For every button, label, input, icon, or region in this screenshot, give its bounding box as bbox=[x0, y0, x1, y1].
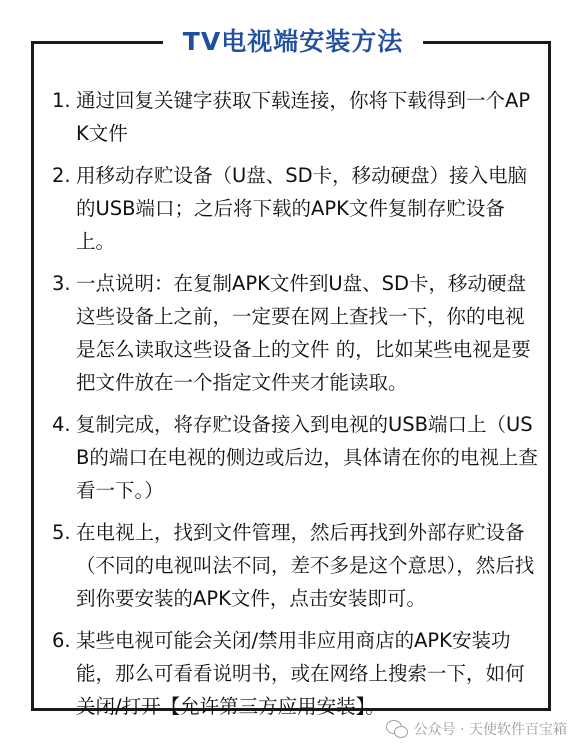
step-number: 4. bbox=[52, 413, 71, 436]
step-text: 一点说明：在复制APK文件到U盘、SD卡，移动硬盘这些设备上之前，一定要在网上查找一下，你的电视是怎么读取这些设备上的文件 的，比如某些电视是要把文件放在一个指定文件夹才能读取。 bbox=[76, 272, 531, 394]
page-title: TV电视端安装方法 bbox=[163, 22, 423, 62]
step-number: 3. bbox=[52, 272, 71, 295]
list-item bbox=[52, 159, 542, 258]
step-text: 复制完成，将存贮设备接入到电视的USB端口上（USB的端口在电视的侧边或后边，具体请在你的电视上查看一下。） bbox=[76, 413, 538, 502]
step-text: 在电视上，找到文件管理，然后再找到外部存贮设备（不同的电视叫法不同，差不多是这个意思），然后找到你要安装的APK文件，点击安装即可。 bbox=[76, 521, 535, 610]
watermark-text: 公众号 · 天使软件百宝箱 bbox=[413, 722, 567, 738]
step-text: 用移动存贮设备（U盘、SD卡，移动硬盘）接入电脑的USB端口；之后将下载的APK文件复制存贮设备上。 bbox=[76, 164, 528, 253]
step-number: 1. bbox=[52, 89, 71, 112]
list-item bbox=[52, 624, 542, 723]
list-item bbox=[52, 408, 542, 507]
wechat-icon bbox=[386, 720, 408, 738]
list-item bbox=[52, 267, 542, 399]
list-item bbox=[52, 516, 542, 615]
steps-list bbox=[52, 84, 542, 732]
list-item bbox=[52, 84, 542, 150]
step-number: 5. bbox=[52, 521, 71, 544]
step-number: 2. bbox=[52, 164, 71, 187]
step-text: 通过回复关键字获取下载连接，你将下载得到一个APK文件 bbox=[76, 89, 531, 145]
step-text: 某些电视可能会关闭/禁用非应用商店的APK安装功能，那么可看看说明书，或在网络上搜索一下，如何关闭/打开【允许第三方应用安装】。 bbox=[76, 629, 525, 718]
watermark bbox=[386, 719, 567, 739]
step-number: 6. bbox=[52, 629, 71, 652]
